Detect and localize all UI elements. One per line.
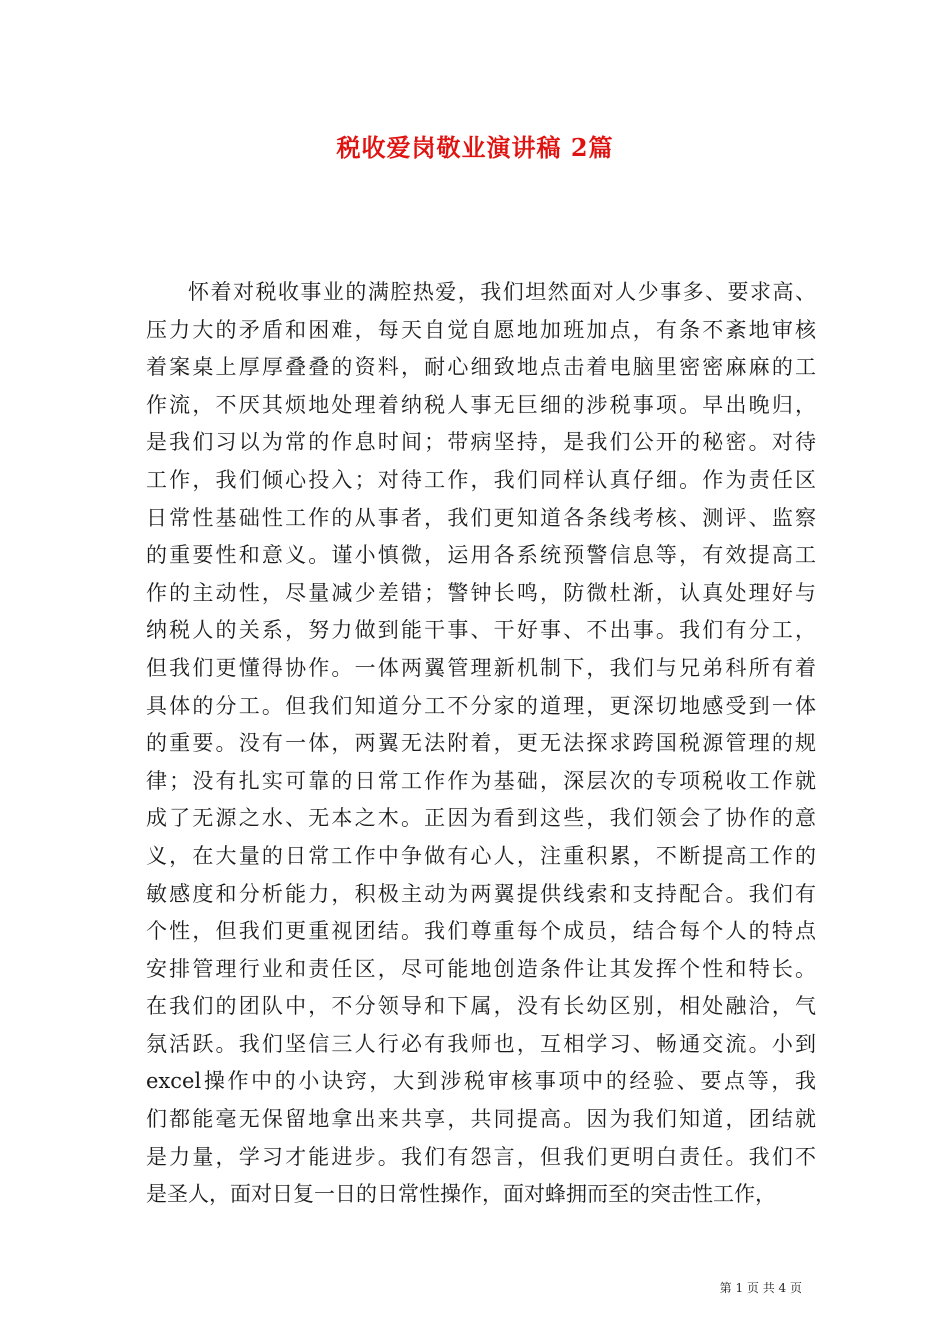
text-line: 工作，我们倾心投入；对待工作，我们同样认真仔细。作为责任区 (146, 467, 816, 492)
text-line: 作流，不厌其烦地处理着纳税人事无巨细的涉税事项。早出晚归， (146, 392, 816, 417)
text-line: 是力量，学习才能进步。我们有怨言，但我们更明白责任。我们不 (146, 1144, 816, 1169)
text-line: 的重要性和意义。谨小慎微，运用各系统预警信息等，有效提高工 (146, 543, 816, 568)
text-line: 的重要。没有一体，两翼无法附着，更无法探求跨国税源管理的规 (146, 731, 816, 756)
text-line: 氛活跃。我们坚信三人行必有我师也，互相学习、畅通交流。小到 (146, 1031, 816, 1056)
text-line: 义，在大量的日常工作中争做有心人，注重积累，不断提高工作的 (146, 843, 816, 868)
text-line: 怀着对税收事业的满腔热爱，我们坦然面对人少事多、要求高、 (188, 280, 816, 304)
text-line: 律；没有扎实可靠的日常工作作为基础，深层次的专项税收工作就 (146, 768, 816, 793)
document-title: 税收爱岗敬业演讲稿 2篇 (336, 133, 614, 162)
text-line: excel操作中的小诀窍，大到涉税审核事项中的经验、要点等，我 (146, 1069, 816, 1094)
text-line: 压力大的矛盾和困难，每天自觉自愿地加班加点，有条不紊地审核 (146, 317, 816, 342)
text-line: 在我们的团队中，不分领导和下属，没有长幼区别，相处融洽，气 (146, 994, 816, 1019)
text-line: 敏感度和分析能力，积极主动为两翼提供线索和支持配合。我们有 (146, 881, 816, 906)
text-line: 作的主动性，尽量减少差错；警钟长鸣，防微杜渐，认真处理好与 (146, 580, 816, 605)
text-line: 是圣人，面对日复一日的日常性操作，面对蜂拥而至的突击性工作， (146, 1182, 776, 1207)
text-line: 成了无源之水、无本之木。正因为看到这些，我们领会了协作的意 (146, 806, 816, 831)
text-line: 着案桌上厚厚叠叠的资料，耐心细致地点击着电脑里密密麻麻的工 (146, 355, 816, 380)
text-line: 纳税人的关系，努力做到能干事、干好事、不出事。我们有分工， (146, 618, 816, 643)
text-line: 个性，但我们更重视团结。我们尊重每个成员，结合每个人的特点 (146, 919, 816, 944)
page-number: 第 1 页 共 4 页 (719, 1281, 802, 1295)
text-line: 是我们习以为常的作息时间；带病坚持，是我们公开的秘密。对待 (146, 430, 816, 455)
body-paragraph (146, 274, 816, 1214)
text-line: 但我们更懂得协作。一体两翼管理新机制下，我们与兄弟科所有着 (146, 655, 816, 680)
text-line: 安排管理行业和责任区，尽可能地创造条件让其发挥个性和特长。 (146, 956, 816, 981)
text-line: 们都能毫无保留地拿出来共享，共同提高。因为我们知道，团结就 (146, 1107, 816, 1132)
text-line: 具体的分工。但我们知道分工不分家的道理，更深切地感受到一体 (146, 693, 816, 718)
text-line: 日常性基础性工作的从事者，我们更知道各条线考核、测评、监察 (146, 505, 816, 530)
